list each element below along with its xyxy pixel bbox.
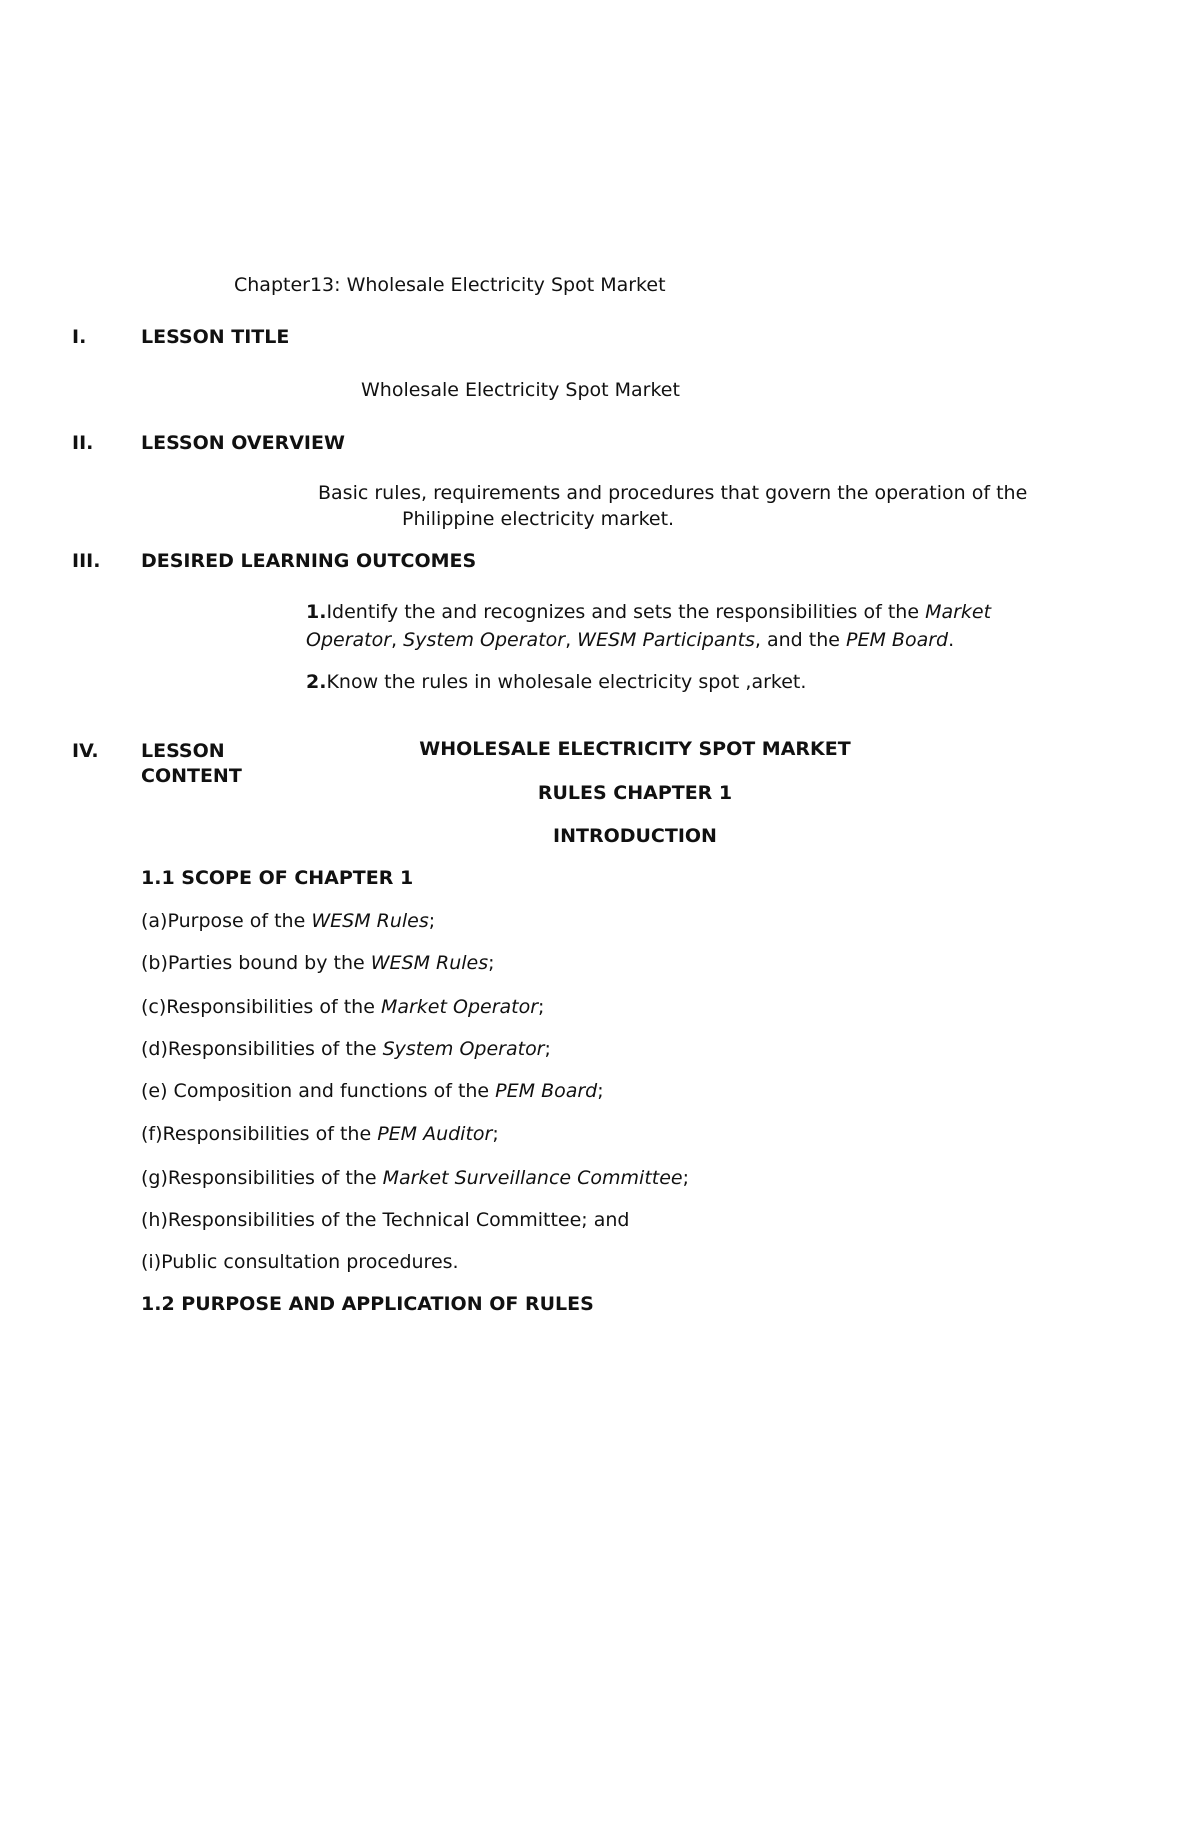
item-text: (f)Responsibilities of the — [141, 1123, 378, 1145]
item-text: (c)Responsibilities of the — [141, 996, 381, 1018]
outcome-1 — [306, 601, 991, 623]
item-text: ; — [428, 910, 436, 932]
item-term: Market Surveillance Committee — [382, 1167, 683, 1189]
item-text: ; — [488, 952, 495, 974]
item-text: ; — [492, 1123, 499, 1145]
item-term: Market Operator — [380, 996, 539, 1018]
outcome-number: 1. — [306, 601, 327, 623]
content-heading: INTRODUCTION — [553, 825, 717, 847]
chapter-header: Chapter13: Wholesale Electricity Spot Market — [234, 274, 666, 296]
list-item — [141, 910, 435, 932]
list-item — [141, 1038, 551, 1060]
item-text: (e) Composition and functions of the — [141, 1080, 496, 1102]
outcome-term: Operator — [306, 629, 392, 651]
item-term: WESM Rules — [370, 952, 489, 974]
section-numeral: II. — [72, 432, 94, 454]
list-item — [141, 1123, 499, 1145]
list-item — [141, 1167, 689, 1189]
section-numeral: III. — [72, 550, 101, 572]
subsection-heading: 1.2 PURPOSE AND APPLICATION OF RULES — [141, 1293, 594, 1315]
outcome-term: Market — [925, 601, 992, 623]
content-heading: RULES CHAPTER 1 — [537, 782, 733, 804]
outcome-text: , — [565, 629, 578, 651]
item-term: System Operator — [382, 1038, 545, 1060]
overview-text: Philippine electricity market. — [402, 508, 675, 530]
item-term: WESM Rules — [311, 910, 429, 932]
list-item — [141, 1080, 604, 1102]
list-item — [141, 1251, 459, 1273]
outcome-text: . — [948, 629, 955, 651]
outcome-number: 2. — [306, 671, 327, 693]
item-term: PEM Board — [495, 1080, 598, 1102]
outcome-text: , and the — [754, 629, 847, 651]
item-text: (d)Responsibilities of the — [141, 1038, 383, 1060]
section-title: CONTENT — [141, 765, 242, 787]
item-term: PEM Auditor — [377, 1123, 493, 1145]
item-text: ; — [538, 996, 545, 1018]
overview-text: Basic rules, requirements and procedures that govern the operation of the — [318, 482, 1028, 504]
section-title: LESSON TITLE — [141, 326, 290, 348]
content-heading: WHOLESALE ELECTRICITY SPOT MARKET — [419, 738, 851, 760]
list-item — [141, 1209, 629, 1231]
item-text: ; — [682, 1167, 690, 1189]
section-numeral: IV. — [72, 740, 99, 762]
section-title: LESSON — [141, 740, 225, 762]
section-numeral: I. — [72, 326, 87, 348]
outcome-text: Know the rules in wholesale electricity spot ,arket. — [326, 671, 807, 693]
outcome-text: Identify the and recognizes and sets the responsibilities of the — [326, 601, 926, 623]
outcome-term: PEM Board — [846, 629, 949, 651]
lesson-title-value: Wholesale Electricity Spot Market — [361, 379, 680, 401]
item-text: ; — [597, 1080, 604, 1102]
outcome-1-cont — [306, 629, 954, 651]
outcome-text: , — [391, 629, 404, 651]
outcome-term: WESM Participants — [577, 629, 755, 651]
outcome-2 — [306, 671, 806, 693]
list-item — [141, 952, 495, 974]
subsection-heading: 1.1 SCOPE OF CHAPTER 1 — [141, 867, 414, 889]
list-item — [141, 996, 544, 1018]
item-text: ; — [544, 1038, 551, 1060]
section-title: LESSON OVERVIEW — [141, 432, 345, 454]
item-text: (a)Purpose of the — [141, 910, 312, 932]
item-text: (g)Responsibilities of the — [141, 1167, 383, 1189]
outcome-term: System Operator — [403, 629, 566, 651]
item-text: (b)Parties bound by the — [141, 952, 371, 974]
item-text: (i)Public consultation procedures. — [141, 1251, 459, 1273]
section-title: DESIRED LEARNING OUTCOMES — [141, 550, 477, 572]
item-text: (h)Responsibilities of the Technical Committee; and — [141, 1209, 630, 1231]
